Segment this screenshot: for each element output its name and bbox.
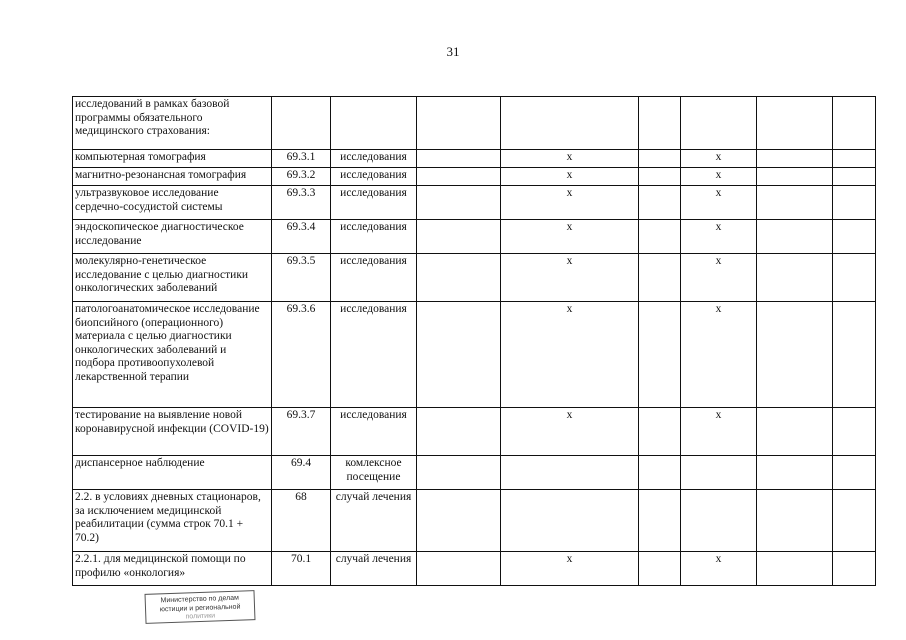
row-code: 69.3.6 [272,302,331,408]
row-unit: исследования [331,254,417,302]
table-row [73,552,876,586]
row-code: 69.3.1 [272,150,331,168]
row-cell: x [681,254,757,302]
table-row [73,456,876,490]
row-name: эндоскопическое диагностическое исследование [73,220,272,254]
row-code: 69.3.7 [272,408,331,456]
row-code: 69.3.3 [272,186,331,220]
row-name: 2.2.1. для медицинской помощи по профилю «онкология» [73,552,272,586]
row-cell [417,168,501,186]
row-cell: x [681,186,757,220]
row-name: компьютерная томография [73,150,272,168]
row-cell: x [501,150,639,168]
row-cell [417,456,501,490]
row-name: 2.2. в условиях дневных стационаров, за исключением медицинской реабилитации (сумма строк 70.1 + 70.2) [73,490,272,552]
row-cell [681,456,757,490]
stamp-line: политики [185,612,216,621]
row-cell: x [501,302,639,408]
row-cell [833,254,876,302]
stamp-line: Министерство по делам [160,594,239,605]
table-row [73,220,876,254]
row-unit: исследования [331,220,417,254]
row-cell [833,220,876,254]
page-number: 31 [446,44,460,59]
row-cell [833,97,876,150]
row-cell: x [681,408,757,456]
row-cell [757,552,833,586]
row-cell [833,302,876,408]
table-row [73,186,876,220]
row-cell [757,168,833,186]
row-cell [501,490,639,552]
table-row [73,302,876,408]
row-cell [417,490,501,552]
row-name: исследований в рамках базовой программы обязательного медицинского страхования: [73,97,272,150]
row-cell [757,220,833,254]
row-cell [639,490,681,552]
row-cell [757,97,833,150]
row-unit: комлексное посещение [331,456,417,490]
services-table [72,96,876,586]
row-cell [417,186,501,220]
row-cell [757,456,833,490]
row-cell [639,220,681,254]
row-cell [417,552,501,586]
row-cell [639,408,681,456]
row-cell: x [501,254,639,302]
row-cell [833,186,876,220]
row-code: 69.4 [272,456,331,490]
table-body [73,97,876,586]
row-cell [757,490,833,552]
row-cell [639,168,681,186]
row-cell [501,456,639,490]
row-cell [639,186,681,220]
row-unit: случай лечения [331,490,417,552]
row-name: молекулярно-генетическое исследование с целью диагностики онкологических заболеваний [73,254,272,302]
row-cell: x [501,186,639,220]
row-cell [757,150,833,168]
table-row [73,168,876,186]
row-name: диспансерное наблюдение [73,456,272,490]
table-row [73,408,876,456]
row-unit: исследования [331,186,417,220]
row-name: патологоанатомическое исследование биопсийного (операционного) материала с целью диагностики онкологических заболеваний и подбора противоопухолевой лекарственной терапии [73,302,272,408]
row-cell: x [681,150,757,168]
row-cell [501,97,639,150]
row-cell [639,254,681,302]
row-cell [639,150,681,168]
row-cell [833,150,876,168]
row-unit: исследования [331,150,417,168]
row-code: 70.1 [272,552,331,586]
row-cell [417,302,501,408]
row-name: ультразвуковое исследование сердечно-сосудистой системы [73,186,272,220]
row-cell: x [501,168,639,186]
row-code: 69.3.2 [272,168,331,186]
row-cell: x [501,408,639,456]
row-cell [757,254,833,302]
row-name: тестирование на выявление новой коронавирусной инфекции (COVID-19) [73,408,272,456]
row-cell [681,97,757,150]
table-row [73,150,876,168]
row-name: магнитно-резонансная томография [73,168,272,186]
row-cell: x [501,220,639,254]
row-cell [833,490,876,552]
row-cell: x [501,552,639,586]
row-code [272,97,331,150]
row-code: 69.3.4 [272,220,331,254]
row-cell [639,552,681,586]
table-row [73,254,876,302]
row-cell [417,97,501,150]
row-cell [681,490,757,552]
row-unit [331,97,417,150]
row-cell: x [681,220,757,254]
row-cell [417,254,501,302]
row-cell: x [681,552,757,586]
row-unit: исследования [331,168,417,186]
row-cell [639,97,681,150]
row-cell [833,456,876,490]
row-unit: случай лечения [331,552,417,586]
row-cell [417,220,501,254]
row-cell [757,408,833,456]
row-cell: x [681,168,757,186]
stamp-line: юстиции и региональной [159,603,241,613]
table-row [73,97,876,150]
row-unit: исследования [331,302,417,408]
row-cell [833,552,876,586]
row-cell [417,408,501,456]
row-cell [833,168,876,186]
row-code: 68 [272,490,331,552]
row-code: 69.3.5 [272,254,331,302]
row-cell [639,456,681,490]
row-cell: x [681,302,757,408]
row-cell [639,302,681,408]
row-cell [757,302,833,408]
row-cell [757,186,833,220]
table-row [73,490,876,552]
row-unit: исследования [331,408,417,456]
row-cell [417,150,501,168]
ministry-stamp [145,590,256,624]
row-cell [833,408,876,456]
